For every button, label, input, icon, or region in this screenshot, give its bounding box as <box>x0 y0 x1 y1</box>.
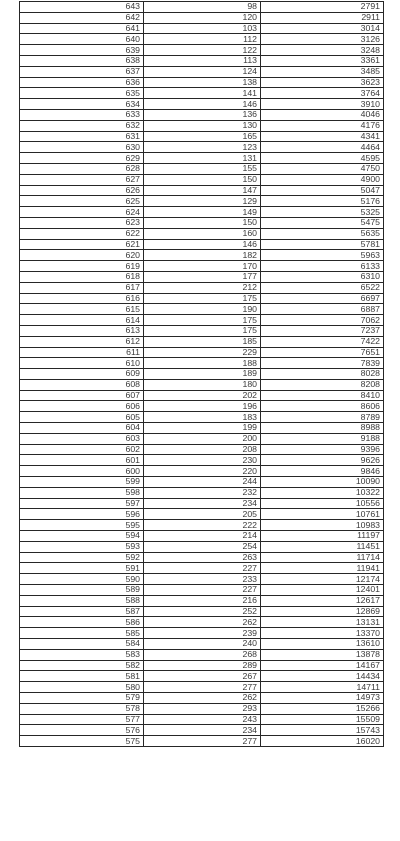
table-cell[interactable]: 615 <box>20 304 144 315</box>
table-cell[interactable]: 189 <box>144 369 261 380</box>
table-row <box>20 45 384 56</box>
table-cell[interactable]: 591 <box>20 563 144 574</box>
table-cell[interactable]: 589 <box>20 585 144 596</box>
table-cell[interactable]: 208 <box>144 444 261 455</box>
table-cell[interactable]: 16020 <box>261 736 384 747</box>
table-cell[interactable]: 581 <box>20 671 144 682</box>
table-row <box>20 649 384 660</box>
table-cell[interactable]: 11451 <box>261 541 384 552</box>
table-cell[interactable]: 627 <box>20 174 144 185</box>
table-row <box>20 693 384 704</box>
table-row <box>20 433 384 444</box>
table-cell[interactable]: 267 <box>144 671 261 682</box>
table-row <box>20 725 384 736</box>
table-cell[interactable]: 618 <box>20 271 144 282</box>
table-row <box>20 423 384 434</box>
table-cell[interactable]: 616 <box>20 293 144 304</box>
table-cell[interactable]: 10090 <box>261 477 384 488</box>
table-row <box>20 390 384 401</box>
table-cell[interactable]: 632 <box>20 120 144 131</box>
table-cell[interactable]: 222 <box>144 520 261 531</box>
table-cell[interactable]: 123 <box>144 142 261 153</box>
table-row <box>20 682 384 693</box>
table-cell[interactable]: 601 <box>20 455 144 466</box>
table-cell[interactable]: 175 <box>144 325 261 336</box>
table-cell[interactable]: 177 <box>144 271 261 282</box>
table-cell[interactable]: 576 <box>20 725 144 736</box>
table-row <box>20 574 384 585</box>
table-cell[interactable]: 122 <box>144 45 261 56</box>
table-cell[interactable]: 11197 <box>261 531 384 542</box>
table-cell[interactable]: 113 <box>144 55 261 66</box>
table-cell[interactable]: 8410 <box>261 390 384 401</box>
table-cell[interactable]: 230 <box>144 455 261 466</box>
table-cell[interactable]: 7062 <box>261 315 384 326</box>
table-cell[interactable]: 254 <box>144 541 261 552</box>
table-row <box>20 617 384 628</box>
table-cell[interactable]: 120 <box>144 12 261 23</box>
table-cell[interactable]: 606 <box>20 401 144 412</box>
table-cell[interactable]: 609 <box>20 369 144 380</box>
table-cell[interactable]: 3764 <box>261 88 384 99</box>
table-cell[interactable]: 587 <box>20 606 144 617</box>
table-row <box>20 412 384 423</box>
table-cell[interactable]: 599 <box>20 477 144 488</box>
table-row <box>20 520 384 531</box>
table-cell[interactable]: 147 <box>144 185 261 196</box>
table-cell[interactable]: 8606 <box>261 401 384 412</box>
table-cell[interactable]: 4176 <box>261 120 384 131</box>
table-cell[interactable]: 9846 <box>261 466 384 477</box>
table-cell[interactable]: 146 <box>144 239 261 250</box>
table-cell[interactable]: 233 <box>144 574 261 585</box>
table-cell[interactable]: 12617 <box>261 595 384 606</box>
table-cell[interactable]: 4341 <box>261 131 384 142</box>
table-cell[interactable]: 630 <box>20 142 144 153</box>
table-cell[interactable]: 4750 <box>261 163 384 174</box>
table-cell[interactable]: 2791 <box>261 2 384 13</box>
table-cell[interactable]: 8988 <box>261 423 384 434</box>
table-cell[interactable]: 6310 <box>261 271 384 282</box>
table-cell[interactable]: 586 <box>20 617 144 628</box>
table-cell[interactable]: 582 <box>20 660 144 671</box>
table-cell[interactable]: 129 <box>144 196 261 207</box>
table-cell[interactable]: 622 <box>20 228 144 239</box>
table-cell[interactable]: 7422 <box>261 336 384 347</box>
table-row <box>20 2 384 13</box>
table-row <box>20 261 384 272</box>
table-row <box>20 55 384 66</box>
table-cell[interactable]: 234 <box>144 725 261 736</box>
table-cell[interactable]: 579 <box>20 693 144 704</box>
table-cell[interactable]: 155 <box>144 163 261 174</box>
table-row <box>20 77 384 88</box>
table-cell[interactable]: 578 <box>20 703 144 714</box>
table-row <box>20 109 384 120</box>
table-row <box>20 293 384 304</box>
table-cell[interactable]: 624 <box>20 207 144 218</box>
table-cell[interactable]: 9396 <box>261 444 384 455</box>
table-row <box>20 217 384 228</box>
table-cell[interactable]: 150 <box>144 217 261 228</box>
table-cell[interactable]: 6133 <box>261 261 384 272</box>
table-cell[interactable]: 10556 <box>261 498 384 509</box>
table-row <box>20 444 384 455</box>
table-cell[interactable]: 141 <box>144 88 261 99</box>
table-cell[interactable]: 289 <box>144 660 261 671</box>
table-cell[interactable]: 633 <box>20 109 144 120</box>
table-cell[interactable]: 596 <box>20 509 144 520</box>
table-row <box>20 585 384 596</box>
table-cell[interactable]: 638 <box>20 55 144 66</box>
table-cell[interactable]: 614 <box>20 315 144 326</box>
table-row <box>20 120 384 131</box>
table-cell[interactable]: 15509 <box>261 714 384 725</box>
table-cell[interactable]: 5475 <box>261 217 384 228</box>
table-row <box>20 595 384 606</box>
table-cell[interactable]: 637 <box>20 66 144 77</box>
table-cell[interactable]: 212 <box>144 282 261 293</box>
table-cell[interactable]: 188 <box>144 358 261 369</box>
table-cell[interactable]: 205 <box>144 509 261 520</box>
table-cell[interactable]: 3361 <box>261 55 384 66</box>
table-cell[interactable]: 626 <box>20 185 144 196</box>
table-cell[interactable]: 234 <box>144 498 261 509</box>
table-cell[interactable]: 621 <box>20 239 144 250</box>
table-cell[interactable]: 604 <box>20 423 144 434</box>
table-cell[interactable]: 103 <box>144 23 261 34</box>
table-cell[interactable]: 3248 <box>261 45 384 56</box>
table-row <box>20 606 384 617</box>
table-cell[interactable]: 130 <box>144 120 261 131</box>
table-row <box>20 703 384 714</box>
table-cell[interactable]: 4595 <box>261 153 384 164</box>
table-cell[interactable]: 4046 <box>261 109 384 120</box>
table-row <box>20 660 384 671</box>
table-cell[interactable]: 575 <box>20 736 144 747</box>
table-cell[interactable]: 13131 <box>261 617 384 628</box>
table-cell[interactable]: 112 <box>144 34 261 45</box>
table-row <box>20 153 384 164</box>
table-row <box>20 185 384 196</box>
table-row <box>20 628 384 639</box>
table-cell[interactable]: 229 <box>144 347 261 358</box>
table-cell[interactable]: 5963 <box>261 250 384 261</box>
table-row <box>20 304 384 315</box>
table-cell[interactable]: 240 <box>144 639 261 650</box>
table-cell[interactable]: 170 <box>144 261 261 272</box>
table-row <box>20 239 384 250</box>
table-cell[interactable]: 150 <box>144 174 261 185</box>
table-cell[interactable]: 232 <box>144 487 261 498</box>
table-row <box>20 34 384 45</box>
table-cell[interactable]: 15743 <box>261 725 384 736</box>
table-row <box>20 455 384 466</box>
table-cell[interactable]: 12869 <box>261 606 384 617</box>
table-row <box>20 282 384 293</box>
table-cell[interactable]: 180 <box>144 379 261 390</box>
table-cell[interactable]: 603 <box>20 433 144 444</box>
table-cell[interactable]: 175 <box>144 293 261 304</box>
table-cell[interactable]: 585 <box>20 628 144 639</box>
table-cell[interactable]: 146 <box>144 99 261 110</box>
table-row <box>20 325 384 336</box>
table-cell[interactable]: 14973 <box>261 693 384 704</box>
table-row <box>20 531 384 542</box>
table-cell[interactable]: 617 <box>20 282 144 293</box>
table-row <box>20 271 384 282</box>
table-body <box>20 2 384 747</box>
table-row <box>20 336 384 347</box>
table-cell[interactable]: 3910 <box>261 99 384 110</box>
table-cell[interactable]: 10983 <box>261 520 384 531</box>
table-cell[interactable]: 160 <box>144 228 261 239</box>
table-cell[interactable]: 643 <box>20 2 144 13</box>
table-cell[interactable]: 590 <box>20 574 144 585</box>
table-cell[interactable]: 183 <box>144 412 261 423</box>
table-cell[interactable]: 262 <box>144 693 261 704</box>
table-cell[interactable]: 636 <box>20 77 144 88</box>
table-cell[interactable]: 6887 <box>261 304 384 315</box>
table-cell[interactable]: 149 <box>144 207 261 218</box>
table-row <box>20 66 384 77</box>
table-cell[interactable]: 3485 <box>261 66 384 77</box>
table-cell[interactable]: 628 <box>20 163 144 174</box>
table-row <box>20 12 384 23</box>
table-row <box>20 552 384 563</box>
table-cell[interactable]: 5176 <box>261 196 384 207</box>
table-cell[interactable]: 277 <box>144 682 261 693</box>
table-cell[interactable]: 597 <box>20 498 144 509</box>
table-cell[interactable]: 14167 <box>261 660 384 671</box>
table-cell[interactable]: 5325 <box>261 207 384 218</box>
table-cell[interactable]: 594 <box>20 531 144 542</box>
table-cell[interactable]: 124 <box>144 66 261 77</box>
table-row <box>20 358 384 369</box>
table-cell[interactable]: 214 <box>144 531 261 542</box>
table-cell[interactable]: 199 <box>144 423 261 434</box>
table-row <box>20 671 384 682</box>
table-row <box>20 379 384 390</box>
table-cell[interactable]: 227 <box>144 563 261 574</box>
table-row <box>20 228 384 239</box>
table-row <box>20 23 384 34</box>
table-cell[interactable]: 639 <box>20 45 144 56</box>
table-cell[interactable]: 6522 <box>261 282 384 293</box>
table-cell[interactable]: 243 <box>144 714 261 725</box>
table-cell[interactable]: 4900 <box>261 174 384 185</box>
table-cell[interactable]: 10761 <box>261 509 384 520</box>
table-cell[interactable]: 4464 <box>261 142 384 153</box>
data-table <box>19 1 384 747</box>
table-cell[interactable]: 98 <box>144 2 261 13</box>
table-cell[interactable]: 12401 <box>261 585 384 596</box>
table-row <box>20 250 384 261</box>
table-cell[interactable]: 613 <box>20 325 144 336</box>
table-cell[interactable]: 600 <box>20 466 144 477</box>
table-cell[interactable]: 634 <box>20 99 144 110</box>
table-cell[interactable]: 612 <box>20 336 144 347</box>
table-cell[interactable]: 584 <box>20 639 144 650</box>
table-cell[interactable]: 10322 <box>261 487 384 498</box>
table-cell[interactable]: 602 <box>20 444 144 455</box>
table-cell[interactable]: 8208 <box>261 379 384 390</box>
table-row <box>20 163 384 174</box>
table-cell[interactable]: 185 <box>144 336 261 347</box>
table-cell[interactable]: 580 <box>20 682 144 693</box>
table-cell[interactable]: 5781 <box>261 239 384 250</box>
table-cell[interactable]: 216 <box>144 595 261 606</box>
table-cell[interactable]: 625 <box>20 196 144 207</box>
table-cell[interactable]: 13878 <box>261 649 384 660</box>
table-cell[interactable]: 5635 <box>261 228 384 239</box>
table-cell[interactable]: 605 <box>20 412 144 423</box>
table-cell[interactable]: 239 <box>144 628 261 639</box>
table-cell[interactable]: 165 <box>144 131 261 142</box>
table-cell[interactable]: 611 <box>20 347 144 358</box>
table-cell[interactable]: 595 <box>20 520 144 531</box>
table-cell[interactable]: 641 <box>20 23 144 34</box>
table-cell[interactable]: 293 <box>144 703 261 714</box>
table-row <box>20 639 384 650</box>
table-cell[interactable]: 277 <box>144 736 261 747</box>
table-row <box>20 131 384 142</box>
table-cell[interactable]: 8789 <box>261 412 384 423</box>
table-cell[interactable]: 262 <box>144 617 261 628</box>
table-cell[interactable]: 620 <box>20 250 144 261</box>
table-row <box>20 174 384 185</box>
table-cell[interactable]: 220 <box>144 466 261 477</box>
table-cell[interactable]: 190 <box>144 304 261 315</box>
table-cell[interactable]: 8028 <box>261 369 384 380</box>
table-row <box>20 541 384 552</box>
table-cell[interactable]: 583 <box>20 649 144 660</box>
table-cell[interactable]: 14434 <box>261 671 384 682</box>
table-cell[interactable]: 252 <box>144 606 261 617</box>
table-row <box>20 714 384 725</box>
table-cell[interactable]: 7839 <box>261 358 384 369</box>
table-cell[interactable]: 196 <box>144 401 261 412</box>
table-cell[interactable]: 3126 <box>261 34 384 45</box>
table-cell[interactable]: 9626 <box>261 455 384 466</box>
table-cell[interactable]: 11941 <box>261 563 384 574</box>
table-cell[interactable]: 2911 <box>261 12 384 23</box>
table-cell[interactable]: 182 <box>144 250 261 261</box>
table-cell[interactable]: 7651 <box>261 347 384 358</box>
table-cell[interactable]: 244 <box>144 477 261 488</box>
table-row <box>20 736 384 747</box>
table-row <box>20 498 384 509</box>
table-cell[interactable]: 607 <box>20 390 144 401</box>
table-cell[interactable]: 623 <box>20 217 144 228</box>
table-row <box>20 207 384 218</box>
table-row <box>20 487 384 498</box>
table-cell[interactable]: 13610 <box>261 639 384 650</box>
table-cell[interactable]: 202 <box>144 390 261 401</box>
table-row <box>20 88 384 99</box>
table-cell[interactable]: 640 <box>20 34 144 45</box>
table-cell[interactable]: 592 <box>20 552 144 563</box>
table-row <box>20 142 384 153</box>
table-cell[interactable]: 642 <box>20 12 144 23</box>
table-row <box>20 509 384 520</box>
table-cell[interactable]: 11714 <box>261 552 384 563</box>
table-cell[interactable]: 577 <box>20 714 144 725</box>
table-row <box>20 401 384 412</box>
table-cell[interactable]: 13370 <box>261 628 384 639</box>
table-cell[interactable]: 131 <box>144 153 261 164</box>
table-row <box>20 369 384 380</box>
table-cell[interactable]: 12174 <box>261 574 384 585</box>
table-cell[interactable]: 5047 <box>261 185 384 196</box>
table-cell[interactable]: 6697 <box>261 293 384 304</box>
table-cell[interactable]: 14711 <box>261 682 384 693</box>
table-cell[interactable]: 635 <box>20 88 144 99</box>
table-row <box>20 466 384 477</box>
table-cell[interactable]: 588 <box>20 595 144 606</box>
table-row <box>20 563 384 574</box>
table-cell[interactable]: 263 <box>144 552 261 563</box>
table-cell[interactable]: 593 <box>20 541 144 552</box>
table-cell[interactable]: 7237 <box>261 325 384 336</box>
table-row <box>20 315 384 326</box>
table-cell[interactable]: 3623 <box>261 77 384 88</box>
table-row <box>20 99 384 110</box>
table-row <box>20 196 384 207</box>
table-cell[interactable]: 608 <box>20 379 144 390</box>
table-row <box>20 477 384 488</box>
table-cell[interactable]: 15266 <box>261 703 384 714</box>
table-cell[interactable]: 619 <box>20 261 144 272</box>
table-cell[interactable]: 598 <box>20 487 144 498</box>
table-cell[interactable]: 227 <box>144 585 261 596</box>
table-cell[interactable]: 200 <box>144 433 261 444</box>
table-cell[interactable]: 138 <box>144 77 261 88</box>
table-cell[interactable]: 9188 <box>261 433 384 444</box>
table-cell[interactable]: 629 <box>20 153 144 164</box>
table-cell[interactable]: 268 <box>144 649 261 660</box>
table-cell[interactable]: 631 <box>20 131 144 142</box>
table-cell[interactable]: 3014 <box>261 23 384 34</box>
table-row <box>20 347 384 358</box>
table-cell[interactable]: 610 <box>20 358 144 369</box>
table-cell[interactable]: 175 <box>144 315 261 326</box>
table-cell[interactable]: 136 <box>144 109 261 120</box>
